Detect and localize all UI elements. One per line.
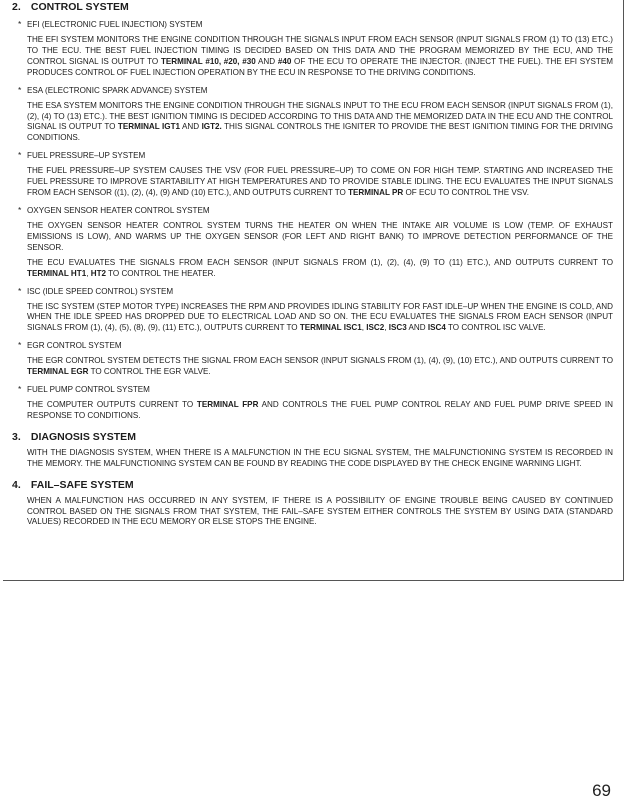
section-heading-fail-safe-system — [3, 479, 615, 492]
text-run: THE FUEL PRESSURE–UP SYSTEM CAUSES THE VSV (FOR FUEL PRESSURE–UP) TO COME ON FOR HIGH TEMP. STARTING AND INCREASED THE FUEL PRESSURE TO IMPROVE STARTABILITY AT HIGH TEMPERATURES AND TO PROVIDE STABLE IDLING. THE ECU EVALUATES THE INPUT SIGNALS FROM EACH SENSOR ((1), (2), (4), (9) AND (10) ETC.), AND OUTPUTS CURRENT TO — [27, 166, 613, 198]
subsection-heading — [3, 85, 615, 96]
text-run: , — [384, 323, 389, 333]
section-title: FAIL–SAFE SYSTEM — [30, 478, 134, 491]
subsection-label: EFI (ELECTRONIC FUEL INJECTION) SYSTEM — [27, 20, 203, 29]
subsection-label: ISC (IDLE SPEED CONTROL) SYSTEM — [27, 286, 174, 296]
subsection-heading — [3, 19, 615, 30]
control-system-list — [3, 19, 615, 422]
section-number: 2. — [12, 1, 21, 13]
text-run: THE OXYGEN SENSOR HEATER CONTROL SYSTEM TURNS THE HEATER ON WHEN THE INTAKE AIR VOLUME IS LOW (TEMP. OF EXHAUST EMISSIONS IS LOW), AND WARMS UP THE OXYGEN SENSOR (FOR LEFT AND RIGHT BANK) TO IMPROVE DETECTION PERFORMANCE OF THE SENSOR. — [27, 220, 613, 252]
terminal-name: TERMINAL IGT1 — [117, 122, 181, 132]
subsection-paragraph — [3, 258, 615, 280]
terminal-name: TERMINAL PR — [348, 188, 404, 198]
subsection-label: FUEL PUMP CONTROL SYSTEM — [27, 385, 150, 395]
terminal-name: TERMINAL #10, #20, #30 — [160, 56, 256, 66]
text-run: TO CONTROL ISC VALVE. — [445, 323, 546, 333]
text-run: TO CONTROL THE HEATER. — [106, 268, 216, 278]
text-run: THE COMPUTER OUTPUTS CURRENT TO — [27, 400, 197, 410]
text-run: THE ESA SYSTEM MONITORS THE ENGINE CONDITION THROUGH THE SIGNALS INPUT TO THE ECU FROM EACH SENSOR (INPUT SIGNALS FROM (1), (2), (4) TO (13) ETC.). THE BEST IGNITION TIMING IS DECIDED ACCORDING TO THIS DATA AND THE MEMORIZED DATA IN THE ECU AND THE CONTROL SIGNAL IS OUTPUT TO — [27, 100, 613, 132]
text-run: THE EFI SYSTEM MONITORS THE ENGINE CONDITION THROUGH THE SIGNALS INPUT FROM EACH SENSOR (INPUT SIGNALS FROM (1) TO (13) ETC.) TO THE ECU. THE BEST FUEL INJECTION TIMING IS DECIDED BASED ON THIS DATA AND THE PROGRAM MEMORIZED BY THE ECU, AND THE CONTROL SIGNAL IS OUTPUT TO — [27, 35, 613, 66]
terminal-name: TERMINAL HT1 — [27, 268, 87, 278]
text-run: , — [86, 268, 91, 278]
subsection-label: EGR CONTROL SYSTEM — [27, 341, 122, 351]
diagnosis-system-text: WITH THE DIAGNOSIS SYSTEM, WHEN THERE IS A MALFUNCTION IN THE ECU SIGNAL SYSTEM, THE MALFUNCTIONING SYSTEM IS RECORDED IN THE MEMORY. THE MALFUNCTIONING SYSTEM CAN BE FOUND BY READING THE CODE DISPLAYED BY THE CHECK ENGINE WARNING LIGHT. — [27, 447, 613, 468]
section-heading-diagnosis-system — [3, 431, 615, 444]
terminal-name: ISC2 — [366, 323, 385, 333]
bullet-marker: * — [18, 285, 22, 296]
bullet-marker: * — [18, 19, 22, 29]
text-run: AND — [255, 56, 278, 66]
subsection-label: OXYGEN SENSOR HEATER CONTROL SYSTEM — [27, 205, 210, 215]
text-run: AND — [180, 122, 202, 132]
subsection-paragraph — [3, 400, 615, 422]
terminal-name: HT2 — [90, 268, 107, 278]
subsection-paragraph — [3, 302, 615, 335]
terminal-name: IGT2. — [201, 122, 222, 132]
text-run: TO CONTROL THE EGR VALVE. — [88, 367, 211, 377]
subsection-paragraph — [3, 221, 615, 254]
subsection-heading — [3, 286, 615, 297]
fail-safe-system-text: WHEN A MALFUNCTION HAS OCCURRED IN ANY SYSTEM, IF THERE IS A POSSIBILITY OF ENGINE TROUBLE BEING CAUSED BY CONTINUED CONTROL BASED ON THE SIGNALS FROM THAT SYSTEM, THE FAIL–SAFE SYSTEM EITHER CONTROLS THE SYSTEM BY USING DATA (STANDARD VALUES) RECORDED IN THE ECU MEMORY OR ELSE STOPS THE ENGINE. — [27, 495, 613, 527]
subsection-heading — [3, 150, 615, 161]
terminal-name: ISC3 — [388, 323, 407, 333]
terminal-name: TERMINAL ISC1 — [299, 323, 362, 333]
subsection-label: ESA (ELECTRONIC SPARK ADVANCE) SYSTEM — [27, 85, 208, 95]
terminal-name: #40 — [277, 56, 292, 66]
text-run: THIS SIGNAL CONTROLS THE IGNITER TO PROVIDE THE BEST IGNITION TIMING FOR THE DRIVING CONDITIONS. — [27, 122, 614, 143]
text-run: OF THE ECU TO OPERATE THE INJECTOR. (INJECT THE FUEL). THE EFI SYSTEM PRODUCES CONTROL OF FUEL INJECTION OPERATION BY THE ECU IN RESPONSE TO THE DRIVING CONDITIONS. — [27, 56, 614, 77]
subsection-heading — [3, 205, 615, 216]
section-heading-control-system — [3, 1, 615, 14]
subsection-paragraph — [3, 101, 615, 145]
subsection-heading — [3, 340, 615, 351]
section-number: 3. — [12, 430, 21, 443]
subsection-paragraph — [3, 356, 615, 378]
subsection-paragraph — [3, 35, 615, 79]
text-run: AND — [406, 323, 428, 333]
text-run: THE ISC SYSTEM (STEP MOTOR TYPE) INCREASES THE RPM AND PROVIDES IDLING STABILITY FOR FAST IDLE–UP WHEN THE ENGINE IS COLD, AND WHEN THE IDLE SPEED HAS DROPPED DUE TO ELECTRICAL LOAD AND SO ON. THE ECU EVALUATES THE SIGNALS FROM EACH SENSOR (INPUT SIGNALS FROM (1), (4), (5), (8), (9), (11) ETC.), OUTPUTS CURRENT TO — [27, 301, 613, 333]
bullet-marker: * — [18, 340, 22, 351]
text-run: AND CONTROLS THE FUEL PUMP CONTROL RELAY AND FUEL PUMP DRIVE SPEED IN RESPONSE TO CONDITIONS. — [27, 400, 613, 420]
bullet-marker: * — [18, 384, 22, 395]
text-run: OF ECU TO CONTROL THE VSV. — [403, 188, 530, 198]
text-run: THE ECU EVALUATES THE SIGNALS FROM EACH SENSOR (INPUT SIGNALS FROM (1), (2), (4), (9) TO (11) ETC.), AND OUTPUTS CURRENT TO — [27, 257, 613, 267]
section-number: 4. — [12, 478, 21, 491]
terminal-name: ISC4 — [427, 323, 446, 333]
bullet-marker: * — [18, 204, 22, 215]
section-title: DIAGNOSIS SYSTEM — [30, 430, 136, 443]
subsection-paragraph — [3, 166, 615, 199]
subsection-label: FUEL PRESSURE–UP SYSTEM — [27, 151, 146, 161]
subsection-heading — [3, 384, 615, 395]
text-run: THE EGR CONTROL SYSTEM DETECTS THE SIGNAL FROM EACH SENSOR (INPUT SIGNALS FROM (1), (4), (9), (10) ETC.), AND OUTPUTS CURRENT TO — [27, 356, 613, 366]
terminal-name: TERMINAL FPR — [196, 400, 259, 410]
text-run: , — [361, 323, 367, 333]
page-number: 69 — [592, 781, 611, 800]
bullet-marker: * — [18, 84, 22, 95]
terminal-name: TERMINAL EGR — [27, 367, 89, 377]
bullet-marker: * — [18, 150, 22, 161]
section-title: CONTROL SYSTEM — [30, 1, 129, 13]
document-body — [3, 1, 615, 528]
